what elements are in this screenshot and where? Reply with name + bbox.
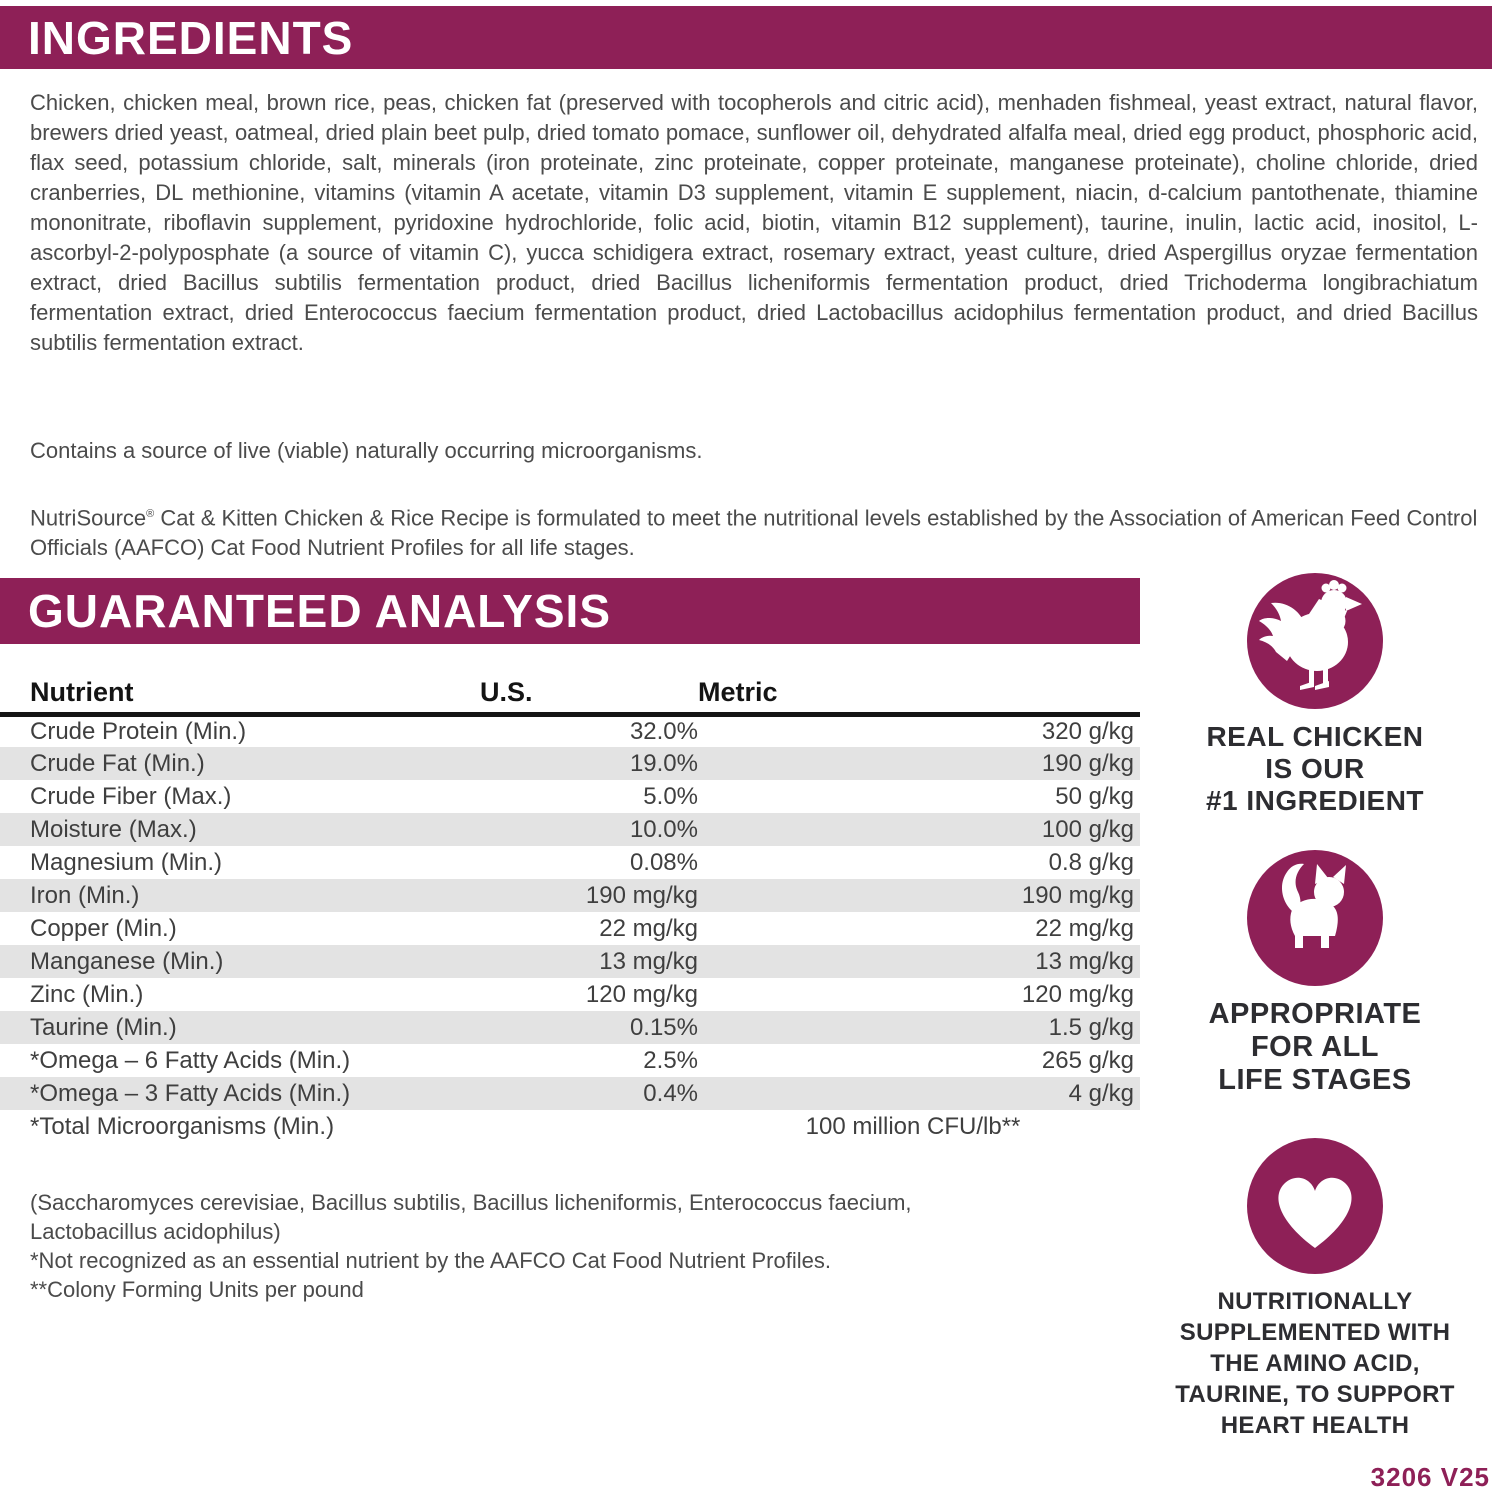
badge-caption-line: HEART HEALTH bbox=[1220, 1412, 1410, 1439]
badge-caption bbox=[1175, 1286, 1455, 1441]
badge-caption bbox=[1206, 721, 1424, 817]
heart-icon bbox=[1247, 1138, 1383, 1274]
footnote-line: Lactobacillus acidophilus) bbox=[30, 1219, 281, 1244]
table-row bbox=[0, 714, 1140, 747]
badge-caption-line: FOR ALL bbox=[1250, 1031, 1380, 1063]
nutrient-cell: Moisture (Max.) bbox=[30, 815, 197, 843]
badge bbox=[1170, 573, 1460, 817]
ingredients-title: INGREDIENTS bbox=[28, 11, 354, 64]
badge-caption-line: THE AMINO ACID, bbox=[1210, 1350, 1420, 1377]
metric-value-cell: 265 g/kg bbox=[1041, 1046, 1134, 1074]
column-header-metric: Metric bbox=[698, 670, 1140, 714]
table-row bbox=[0, 912, 1140, 945]
column-header-us: U.S. bbox=[480, 670, 698, 714]
nutrient-cell: Zinc (Min.) bbox=[30, 980, 144, 1008]
badge-caption-line: SUPPLEMENTED WITH bbox=[1179, 1319, 1451, 1346]
badge-caption-line: TAURINE, TO SUPPORT bbox=[1175, 1381, 1455, 1408]
table-row bbox=[0, 1110, 1140, 1143]
nutrient-cell: Crude Fiber (Max.) bbox=[30, 782, 232, 810]
ingredients-header-band bbox=[0, 6, 1492, 69]
guaranteed-analysis-header-band bbox=[0, 578, 1140, 644]
cat-icon bbox=[1247, 850, 1383, 986]
nutrient-cell: Taurine (Min.) bbox=[30, 1013, 177, 1041]
nutrient-cell: Copper (Min.) bbox=[30, 914, 177, 942]
badge-caption bbox=[1209, 998, 1422, 1097]
us-value-cell: 0.4% bbox=[643, 1079, 698, 1107]
metric-value-cell: 50 g/kg bbox=[1055, 782, 1134, 810]
table-row bbox=[0, 1011, 1140, 1044]
metric-value-cell: 0.8 g/kg bbox=[1048, 848, 1134, 876]
nutrient-cell: Magnesium (Min.) bbox=[30, 848, 223, 876]
footnote-line: *Not recognized as an essential nutrient by the AAFCO Cat Food Nutrient Profiles. bbox=[30, 1248, 831, 1273]
analysis-table-header bbox=[0, 670, 1140, 714]
guaranteed-analysis-title: GUARANTEED ANALYSIS bbox=[28, 585, 611, 637]
column-header-nutrient: Nutrient bbox=[0, 670, 480, 714]
nutrient-cell: Manganese (Min.) bbox=[30, 947, 224, 975]
nutrient-cell: *Total Microorganisms (Min.) bbox=[30, 1112, 335, 1140]
us-value-cell: 2.5% bbox=[643, 1046, 698, 1074]
us-value-cell: 10.0% bbox=[629, 815, 698, 843]
metric-value-cell: 190 mg/kg bbox=[1021, 881, 1134, 909]
us-value-cell: 13 mg/kg bbox=[599, 947, 698, 975]
footnote-line: **Colony Forming Units per pound bbox=[30, 1277, 364, 1302]
registered-mark: ® bbox=[146, 508, 155, 520]
brand-name: NutriSource bbox=[30, 505, 147, 531]
metric-value-cell: 190 g/kg bbox=[1041, 749, 1134, 777]
us-value-cell: 5.0% bbox=[643, 782, 698, 810]
analysis-footnotes bbox=[30, 1188, 1145, 1304]
footer-code: 3206 V25 bbox=[1370, 1462, 1490, 1492]
table-row bbox=[0, 1077, 1140, 1110]
aafco-statement-text: Cat & Kitten Chicken & Rice Recipe is formulated to meet the nutritional levels established by the Association of American Feed Control Officials (AAFCO) Cat Food Nutrient Profiles for all life stages. bbox=[30, 505, 1478, 561]
us-value-cell: 120 mg/kg bbox=[585, 980, 698, 1008]
nutrient-cell: Crude Fat (Min.) bbox=[30, 749, 205, 777]
metric-value-cell: 320 g/kg bbox=[1041, 717, 1134, 745]
badge-caption-line: IS OUR bbox=[1265, 753, 1365, 784]
us-value-cell: 22 mg/kg bbox=[599, 914, 698, 942]
metric-value-cell: 100 g/kg bbox=[1041, 815, 1134, 843]
analysis-table-body bbox=[0, 714, 1140, 1143]
table-row bbox=[0, 747, 1140, 780]
aafco-statement bbox=[30, 499, 1478, 563]
badge-caption-line: REAL CHICKEN bbox=[1206, 721, 1424, 752]
table-row bbox=[0, 780, 1140, 813]
metric-value-cell: 4 g/kg bbox=[1068, 1079, 1134, 1107]
us-value-cell: 0.15% bbox=[629, 1013, 698, 1041]
table-row bbox=[0, 879, 1140, 912]
nutrient-cell: Iron (Min.) bbox=[30, 881, 140, 909]
microorganisms-note: Contains a source of live (viable) naturally occurring microorganisms. bbox=[30, 438, 703, 463]
metric-value-cell: 22 mg/kg bbox=[1035, 914, 1134, 942]
badge bbox=[1170, 850, 1460, 1097]
table-row bbox=[0, 813, 1140, 846]
badge-caption-line: #1 INGREDIENT bbox=[1205, 785, 1425, 816]
badge bbox=[1170, 1138, 1460, 1441]
chicken-icon bbox=[1247, 573, 1383, 709]
metric-value-cell: 13 mg/kg bbox=[1035, 947, 1134, 975]
badge-caption-line: LIFE STAGES bbox=[1218, 1064, 1412, 1096]
badge-caption-line: APPROPRIATE bbox=[1208, 998, 1422, 1030]
us-metric-span-cell: 100 million CFU/lb** bbox=[805, 1112, 1021, 1140]
table-row bbox=[0, 978, 1140, 1011]
table-row bbox=[0, 1044, 1140, 1077]
us-value-cell: 0.08% bbox=[629, 848, 698, 876]
guaranteed-analysis-table bbox=[0, 670, 1140, 1143]
nutrient-cell: *Omega – 6 Fatty Acids (Min.) bbox=[30, 1046, 351, 1074]
metric-value-cell: 1.5 g/kg bbox=[1048, 1013, 1134, 1041]
ingredients-text: Chicken, chicken meal, brown rice, peas, chicken fat (preserved with tocopherols and citric acid), menhaden fishmeal, yeast extract, natural flavor, brewers dried yeast, oatmeal, dried plain beet pulp, dried tomato pomace, sunflower oil, dehydrated alfalfa meal, dried egg product, phosphoric acid, flax seed, potassium chloride, salt, minerals (iron proteinate, zinc proteinate, copper proteinate, manganese proteinate), choline chloride, dried cranberries, DL methionine, vitamins (vitamin A acetate, vitamin D3 supplement, vitamin E supplement, niacin, d-calcium pantothenate, thiamine mononitrate, riboflavin supplement, pyridoxine hydrochloride, folic acid, biotin, vitamin B12 supplement), taurine, inulin, lactic acid, inositol, L-ascorbyl-2-polyposphate (a source of vitamin C), yucca schidigera extract, rosemary extract, yeast culture, dried Aspergillus oryzae fermentation extract, dried Bacillus subtilis fermentation product, dried Bacillus licheniformis fermentation product, dried Trichoderma longibrachiatum fermentation extract, dried Enterococcus faecium fermentation product, dried Lactobacillus acidophilus fermentation product, and dried Bacillus subtilis fermentation extract. bbox=[30, 90, 1478, 355]
footnote-line: (Saccharomyces cerevisiae, Bacillus subtilis, Bacillus licheniformis, Enterococcus faecium, bbox=[30, 1190, 912, 1215]
us-value-cell: 19.0% bbox=[629, 749, 698, 777]
table-row bbox=[0, 945, 1140, 978]
us-value-cell: 32.0% bbox=[629, 717, 698, 745]
metric-value-cell: 120 mg/kg bbox=[1021, 980, 1134, 1008]
table-row bbox=[0, 846, 1140, 879]
badge-rail bbox=[1170, 573, 1460, 1463]
nutrient-cell: Crude Protein (Min.) bbox=[30, 717, 247, 745]
nutrient-cell: *Omega – 3 Fatty Acids (Min.) bbox=[30, 1079, 351, 1107]
badge-caption-line: NUTRITIONALLY bbox=[1217, 1288, 1413, 1315]
us-value-cell: 190 mg/kg bbox=[585, 881, 698, 909]
